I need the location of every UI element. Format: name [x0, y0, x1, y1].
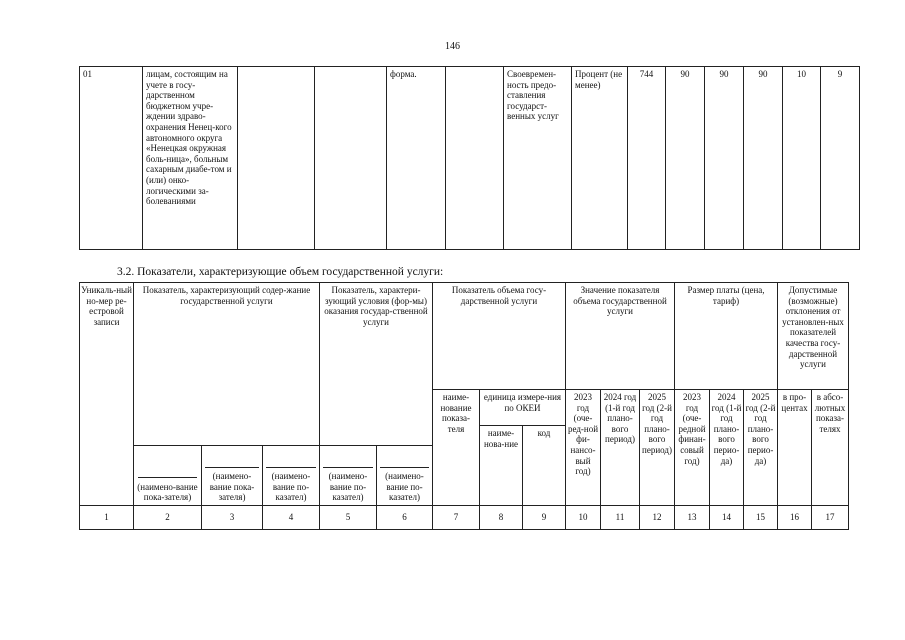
- page-number: 146: [445, 41, 460, 52]
- subheader-content-2: (наимено-вание пока-зателя): [202, 446, 263, 506]
- section-title: 3.2. Показатели, характеризующие объем государственной услуги:: [117, 266, 444, 278]
- cell-deviation-percent: 10: [783, 67, 821, 250]
- header-deviation-absolute: в абсо-лютных показа-телях: [812, 390, 849, 506]
- header-okei-unit: единица измере-ния по ОКЕИ: [480, 390, 566, 426]
- header-row-1: [80, 283, 849, 390]
- column-number: 14: [710, 506, 744, 530]
- header-unit-name: наиме-нова-ние: [480, 426, 523, 506]
- header-content-indicator: Показатель, характеризующий содер-жание государственной услуги: [134, 283, 320, 446]
- cell-value-2024: 90: [705, 67, 744, 250]
- cell-indicator-name: Своевремен-ность предо-ставления государст-венных услуг: [504, 67, 572, 250]
- column-number: 11: [601, 506, 640, 530]
- column-number: 15: [744, 506, 778, 530]
- column-number: 5: [320, 506, 377, 530]
- subheader-content-3: (наимено-вание по-казател): [263, 446, 320, 506]
- header-conditions-indicator: Показатель, характери-зующий условия (фор-мы) оказания государ-ственной услуги: [320, 283, 433, 446]
- column-number: 3: [202, 506, 263, 530]
- header-value-2024: 2024 год (1-й год плано-вого период): [601, 390, 640, 506]
- header-unit-code: код: [523, 426, 566, 506]
- column-numbers-row: [80, 506, 849, 530]
- column-number: 13: [675, 506, 710, 530]
- cell-empty: [315, 67, 387, 250]
- indicator-table-continued: [79, 66, 860, 250]
- cell-empty: [446, 67, 504, 250]
- header-unique-number: Уникаль-ный но-мер ре-естровой записи: [80, 283, 134, 506]
- cell-service-content: лицам, состоящим на учете в госу-дарственном бюджетном учре-ждении здраво-охранения Ненец-кого автономного округа «Ненецкая окружная боль-ница», больным сахарным диабе-том и (или) онко-логическими за-болеваниями: [143, 67, 238, 250]
- cell-value-2023: 90: [666, 67, 705, 250]
- cell-unit-code: 744: [628, 67, 666, 250]
- cell-registry-number: 01: [80, 67, 143, 250]
- subheader-conditions-2: (наимено-вание по-казател): [377, 446, 433, 506]
- cell-deviation-absolute: 9: [821, 67, 860, 250]
- cell-unit-name: Процент (не менее): [572, 67, 628, 250]
- column-number: 9: [523, 506, 566, 530]
- header-fee: Размер платы (цена, тариф): [675, 283, 778, 390]
- header-fee-2025: 2025 год (2-й год плано-вого перио-да): [744, 390, 778, 506]
- cell-form: форма.: [387, 67, 446, 250]
- column-number: 16: [778, 506, 812, 530]
- volume-indicators-table: [79, 282, 849, 530]
- cell-empty: [238, 67, 315, 250]
- column-number: 12: [640, 506, 675, 530]
- column-number: 6: [377, 506, 433, 530]
- header-value-2023: 2023 год (оче-ред-ной фи-нансо-вый год): [566, 390, 601, 506]
- column-number: 10: [566, 506, 601, 530]
- subheader-conditions-1: (наимено-вание по-казател): [320, 446, 377, 506]
- column-number: 2: [134, 506, 202, 530]
- header-fee-2023: 2023 год (оче-редной финан-совый год): [675, 390, 710, 506]
- column-number: 1: [80, 506, 134, 530]
- column-number: 7: [433, 506, 480, 530]
- column-number: 17: [812, 506, 849, 530]
- column-number: 8: [480, 506, 523, 530]
- header-value-2025: 2025 год (2-й год плано-вого период): [640, 390, 675, 506]
- header-deviation: Допустимые (возможные) отклонения от установлен-ных показателей качества госу-дарственной услуги: [778, 283, 849, 390]
- header-deviation-percent: в про-центах: [778, 390, 812, 506]
- header-volume-value: Значение показателя объема государственной услуги: [566, 283, 675, 390]
- cell-value-2025: 90: [744, 67, 783, 250]
- subheader-content-1: (наимено-вание пока-зателя): [134, 446, 202, 506]
- header-volume-indicator: Показатель объема госу-дарственной услуги: [433, 283, 566, 390]
- column-number: 4: [263, 506, 320, 530]
- header-fee-2024: 2024 год (1-й год плано-вого перио-да): [710, 390, 744, 506]
- table-row: [80, 67, 860, 250]
- header-indicator-name: наиме-нование показа-теля: [433, 390, 480, 506]
